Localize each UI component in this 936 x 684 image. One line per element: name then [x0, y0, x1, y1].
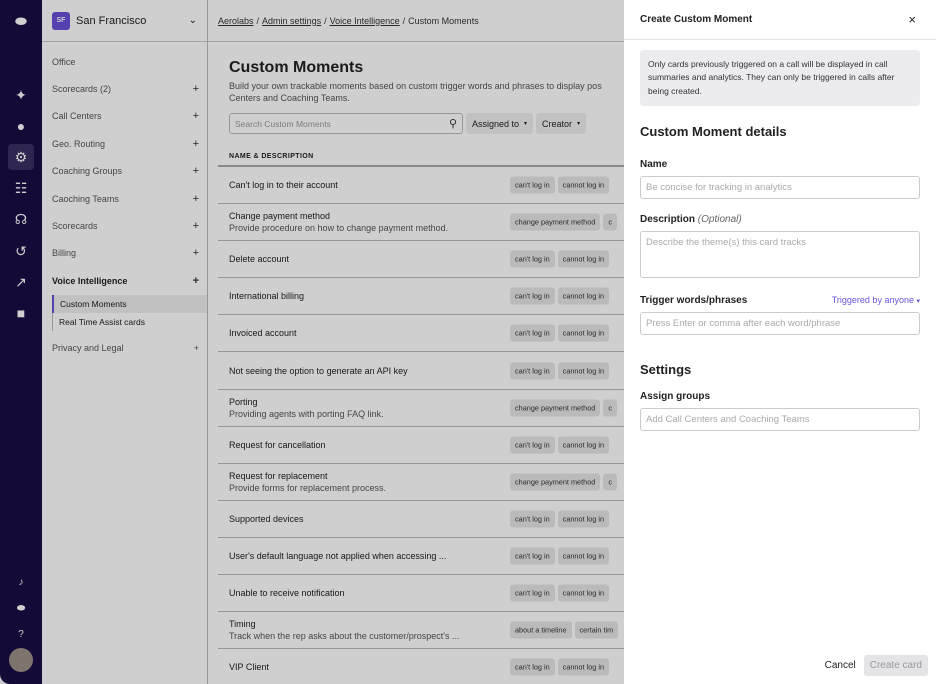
- moment-name: Unable to receive notification: [229, 588, 345, 599]
- crumb-voice-intelligence[interactable]: Voice Intelligence: [329, 15, 400, 26]
- trigger-tag: can't log in: [510, 251, 555, 268]
- moment-name: Can't log in to their account: [229, 180, 338, 191]
- moment-name: Timing: [229, 619, 256, 630]
- plus-icon[interactable]: +: [192, 165, 199, 178]
- trigger-tag: cannot log in: [558, 288, 609, 305]
- create-moment-panel: [624, 0, 936, 684]
- nav-label: Scorecards: [52, 221, 98, 232]
- trigger-tag: cannot log in: [558, 325, 609, 342]
- trigger-tag: can't log in: [510, 659, 555, 676]
- description-label: Description: [640, 213, 696, 225]
- team-icon[interactable]: ☷: [14, 179, 28, 196]
- assign-groups-field[interactable]: Add Call Centers and Coaching Teams: [640, 408, 920, 431]
- moment-name: Request for cancellation: [229, 439, 326, 450]
- details-heading: Custom Moment details: [640, 123, 787, 139]
- org-name: San Francisco: [76, 14, 147, 27]
- nav-label: Billing: [52, 248, 77, 259]
- moment-description: Provide forms for replacement process.: [229, 482, 387, 493]
- trigger-tag: can't log in: [510, 325, 555, 342]
- trigger-tag: cannot log in: [558, 251, 609, 268]
- crumb-admin-settings[interactable]: Admin settings: [262, 15, 322, 26]
- headset-icon[interactable]: ☊: [14, 210, 28, 227]
- moment-name: Request for replacement: [229, 470, 328, 481]
- nav-label: Office: [52, 56, 76, 67]
- page-description: Build your own trackable moments based on custom trigger words and phrases to display pos Centers and Coaching Teams.: [229, 81, 602, 103]
- trigger-label: Trigger words/phrases: [640, 294, 748, 306]
- nav-label: Coaching Groups: [52, 166, 123, 177]
- video-icon[interactable]: ■: [16, 305, 26, 321]
- history-icon[interactable]: ↺: [15, 242, 27, 259]
- user-icon[interactable]: ●: [16, 118, 26, 134]
- trigger-tag: cannot log in: [558, 436, 609, 453]
- trigger-tag: about a timeline: [510, 622, 572, 639]
- plus-icon[interactable]: +: [192, 110, 199, 123]
- assigned-to-filter[interactable]: Assigned to ▾: [466, 113, 533, 134]
- trigger-words-field[interactable]: Press Enter or comma after each word/phrase: [640, 312, 920, 335]
- trigger-tag: cannot log in: [558, 510, 609, 527]
- page-title: Custom Moments: [229, 59, 364, 76]
- moment-name: Change payment method: [229, 211, 331, 222]
- nav-label: Caoching Teams: [52, 193, 119, 204]
- crumb-current: Custom Moments: [408, 15, 479, 26]
- trigger-tag: can't log in: [510, 436, 555, 453]
- logo-small-icon[interactable]: ⬬: [16, 602, 26, 614]
- nav-label: Privacy and Legal: [52, 343, 124, 354]
- trigger-tag: can't log in: [510, 510, 555, 527]
- column-header: NAME & DESCRIPTION: [229, 153, 314, 160]
- plus-icon[interactable]: +: [193, 343, 199, 354]
- create-card-button[interactable]: Create card: [864, 655, 928, 676]
- moment-description: Track when the rep asks about the customer/prospect's ...: [229, 631, 460, 642]
- moment-name: VIP Client: [229, 662, 269, 673]
- close-icon[interactable]: ×: [908, 12, 916, 27]
- nav-label: Call Centers: [52, 111, 102, 122]
- settings-heading: Settings: [640, 361, 692, 377]
- moment-name: International billing: [229, 291, 305, 302]
- trigger-tag: certain tim: [575, 622, 619, 639]
- trigger-tag: cannot log in: [558, 547, 609, 564]
- help-icon[interactable]: ?: [18, 628, 24, 640]
- plus-icon[interactable]: +: [192, 220, 199, 233]
- nav-label: Geo. Routing: [52, 138, 106, 149]
- moment-description: Providing agents with porting FAQ link.: [229, 408, 384, 419]
- trigger-tag: change payment method: [510, 473, 600, 490]
- caret-down-icon: ▾: [524, 121, 528, 127]
- description-field[interactable]: Describe the theme(s) this card tracks: [640, 231, 920, 278]
- trigger-tag: can't log in: [510, 288, 555, 305]
- moment-name: User's default language not applied when accessing ...: [229, 550, 447, 561]
- breadcrumb: Aerolabs / Admin settings / Voice Intelligence / Custom Moments: [208, 0, 624, 42]
- trigger-tag: can't log in: [510, 362, 555, 379]
- trigger-scope-dropdown[interactable]: Triggered by anyone ▾: [831, 294, 920, 305]
- trigger-tag: can't log in: [510, 177, 555, 194]
- moment-name: Supported devices: [229, 513, 304, 524]
- trigger-tag: change payment method: [510, 214, 600, 231]
- name-label: Name: [640, 158, 668, 170]
- trigger-tag: cannot log in: [558, 362, 609, 379]
- trigger-tag: c: [603, 473, 617, 490]
- plus-icon[interactable]: +: [192, 83, 199, 96]
- sparkle-icon[interactable]: ✦: [15, 86, 27, 103]
- plus-icon[interactable]: +: [192, 247, 199, 260]
- trend-icon[interactable]: ↗: [15, 273, 27, 290]
- trigger-tag: change payment method: [510, 399, 600, 416]
- org-badge: SF: [52, 12, 70, 30]
- moment-name: Porting: [229, 396, 258, 407]
- moment-name: Delete account: [229, 254, 290, 265]
- groups-label: Assign groups: [640, 390, 711, 402]
- trigger-tag: cannot log in: [558, 585, 609, 602]
- bell-icon[interactable]: ♪: [18, 576, 24, 588]
- moment-name: Invoiced account: [229, 328, 297, 339]
- chevron-down-icon: ⌄: [188, 15, 197, 26]
- caret-down-icon: ▾: [916, 297, 920, 305]
- trigger-tag: c: [603, 214, 617, 231]
- nav-real-time-assist[interactable]: Real Time Assist cards: [59, 316, 145, 327]
- trigger-tag: can't log in: [510, 547, 555, 564]
- plus-icon[interactable]: +: [192, 137, 199, 150]
- search-input[interactable]: Search Custom Moments ⚲: [229, 113, 463, 134]
- trigger-tag: cannot log in: [558, 177, 609, 194]
- trigger-tag: c: [603, 399, 617, 416]
- trigger-tag: cannot log in: [558, 659, 609, 676]
- creator-filter[interactable]: Creator ▾: [536, 113, 586, 134]
- logo-icon[interactable]: ⬬: [15, 12, 27, 29]
- plus-icon[interactable]: +: [192, 192, 199, 205]
- optional-hint: (Optional): [697, 213, 742, 225]
- trigger-tag: can't log in: [510, 585, 555, 602]
- plus-icon[interactable]: +: [192, 274, 199, 287]
- caret-down-icon: ▾: [577, 121, 581, 127]
- panel-title: Create Custom Moment: [640, 14, 753, 25]
- nav-custom-moments[interactable]: Custom Moments: [52, 295, 207, 313]
- info-banner: Only cards previously triggered on a call will be displayed in call summaries and analytics. They can only be triggered in calls after being created.: [640, 50, 920, 106]
- moment-name: Not seeing the option to generate an API key: [229, 365, 408, 376]
- search-icon[interactable]: ⚲: [448, 118, 457, 130]
- moment-description: Provide procedure on how to change payment method.: [229, 223, 449, 234]
- nav-label: Scorecards (2): [52, 84, 112, 95]
- cancel-button[interactable]: Cancel: [824, 660, 856, 671]
- crumb-aerolabs[interactable]: Aerolabs: [218, 15, 254, 26]
- gear-icon[interactable]: ⚙: [8, 144, 34, 170]
- nav-label: Voice Intelligence: [52, 275, 128, 286]
- name-field[interactable]: Be concise for tracking in analytics: [640, 176, 920, 199]
